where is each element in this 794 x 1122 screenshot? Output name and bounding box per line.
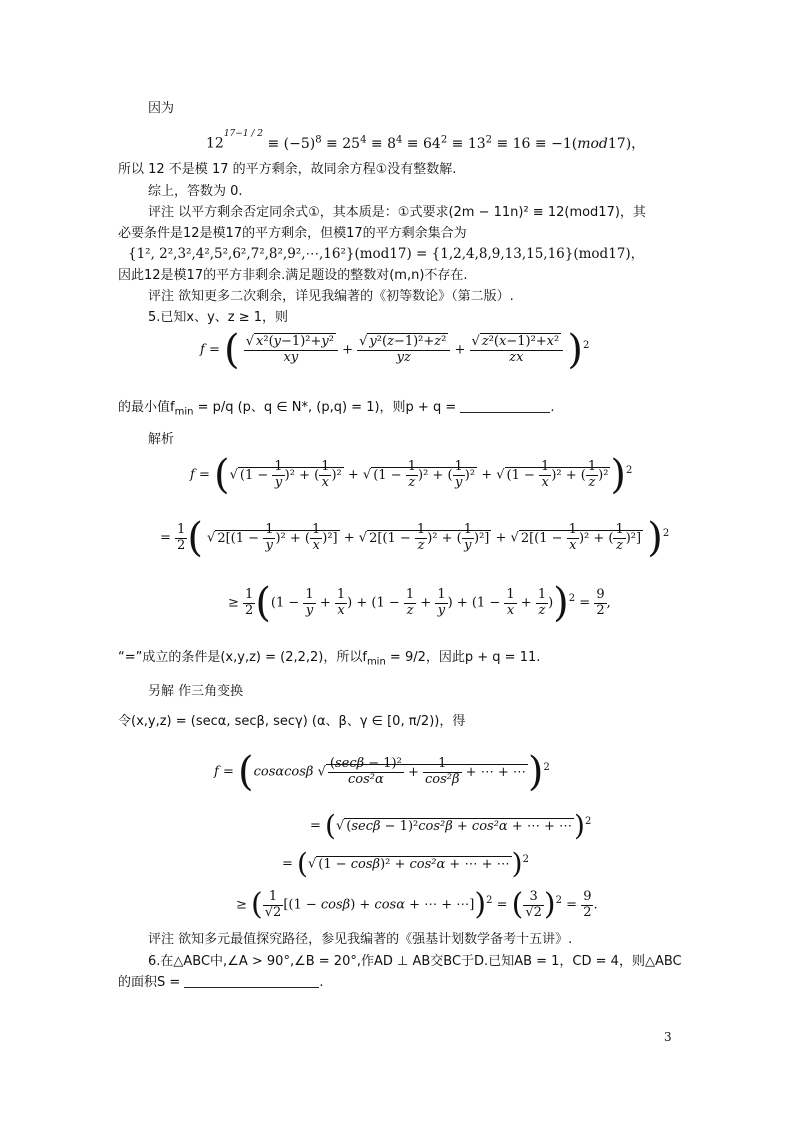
answer-blank	[460, 412, 550, 413]
text-line: 6.在△ABC中,∠A > 90°,∠B = 20°,作AD ⊥ AB交BC于D.已知AB = 1，CD = 4，则△ABC	[148, 954, 682, 969]
equation: f = (√ (1 − $\frac{1}{y}$ )² + ( $\frac{1}{x}$ )² + √ (1 − $\frac{1}{z}$ )² + ( $\frac{1}{y}$ )² + √ (1 − $\frac{1}{x}$ )² + ( $\frac{1}{z}$ )²)$^2$	[190, 452, 633, 498]
answer-blank	[184, 987, 319, 988]
text-line: 令(x,y,z) = (secα, secβ, secγ) (α、β、γ ∈ [0, π/2))，得	[118, 714, 466, 729]
equation: ≥ ( $\frac{1}{√2}$ [(1 − cosβ) + cosα + ⋯ + ⋯])$^2$ = ( $\frac{3}{√2}$ )$^2$ = $\frac{9}{2}$ .	[236, 887, 598, 922]
page-number: 3	[664, 1030, 672, 1044]
equation: = $\frac{1}{2}$ ( √ 2[(1 − $\frac{1}{y}$ )² + ( $\frac{1}{x}$ )²] + √ 2[(1 − $\frac{1}{z}$ )² + ( $\frac{1}{y}$ )²] + √ 2[(1 − $\frac{1}{x}$ )² + ( $\frac{1}{z}$ )²] )$^2$	[160, 515, 670, 561]
equation: f = ( $\frac{\text{√ x²(y−1)²+y²}}{xy}$ + $\frac{\text{√ y²(z−1)²+z²}}{yz}$ + $\frac{\text{√ z²(x−1)²+x²}}{zx}$ )$^2$	[200, 327, 590, 373]
equation: ≥ $\frac{1}{2}$ ((1 − $\frac{1}{y}$ + $\frac{1}{x}$ ) + (1 − $\frac{1}{z}$ + $\frac{1}{y}$ ) + (1 − $\frac{1}{x}$ + $\frac{1}{z}$ ))$^2$ = $\frac{9}{2}$ ,	[228, 580, 611, 626]
equation: = (√ (secβ − 1)²cos²β + cos²α + ⋯ + ⋯)$^2$	[310, 809, 592, 842]
equation: f = (cosαcosβ √ $\frac{\text{(secβ − 1)²}}{\text{cos²α}}$ + $\frac{1}{\text{cos²β}}$ + ⋯ + ⋯)$^2$	[214, 749, 550, 795]
text-line: 评注 以平方剩余否定同余式①，其本质是：①式要求(2m − 11n)² ≡ 12(mod17)，其	[148, 205, 646, 220]
text-line: 5.已知x、y、z ≥ 1，则	[148, 310, 289, 325]
text-line: 因为	[148, 101, 175, 116]
text-line: 必要条件是12是模17的平方剩余，但模17的平方剩余集合为	[118, 226, 467, 241]
text-line: 综上，答数为 0.	[148, 184, 243, 199]
text-line: 解析	[148, 432, 175, 447]
text-line: 评注 欲知更多二次剩余，详见我编著的《初等数论》（第二版）.	[148, 289, 514, 304]
equation: $12^{17-1 / 2} \equiv (-5)^8 \equiv 25^4 \equiv 8^4 \equiv 64^2 \equiv 13^2 \equiv 16 \equiv -1(mod17)$，	[206, 129, 646, 152]
text-line: 的最小值$f_{min} = p/q$ (p、q ∈ N*, (p,q) = 1)，则p + q = .	[118, 400, 555, 418]
text-line: {1², 2²,3²,4²,5²,6²,7²,8²,9²,⋯,16²}(mod17) = {1,2,4,8,9,13,15,16}(mod17)，	[128, 246, 645, 262]
text-line: 评注 欲知多元最值探究路径，参见我编著的《强基计划数学备考十五讲》.	[148, 932, 573, 947]
text-line: 另解 作三角变换	[148, 684, 244, 699]
text-line: 的面积S = .	[118, 975, 324, 990]
text-line: 所以 12 不是模 17 的平方剩余，故同余方程①没有整数解.	[118, 162, 457, 177]
text-line: 因此12是模17的平方非剩余.满足题设的整数对(m,n)不存在.	[118, 268, 468, 283]
text-line: “=”成立的条件是(x,y,z) = (2,2,2)，所以$f_{min} = 9/2$，因此p + q = 11.	[118, 650, 541, 668]
equation: = (√ (1 − cosβ)² + cos²α + ⋯ + ⋯)$^2$	[282, 847, 529, 880]
